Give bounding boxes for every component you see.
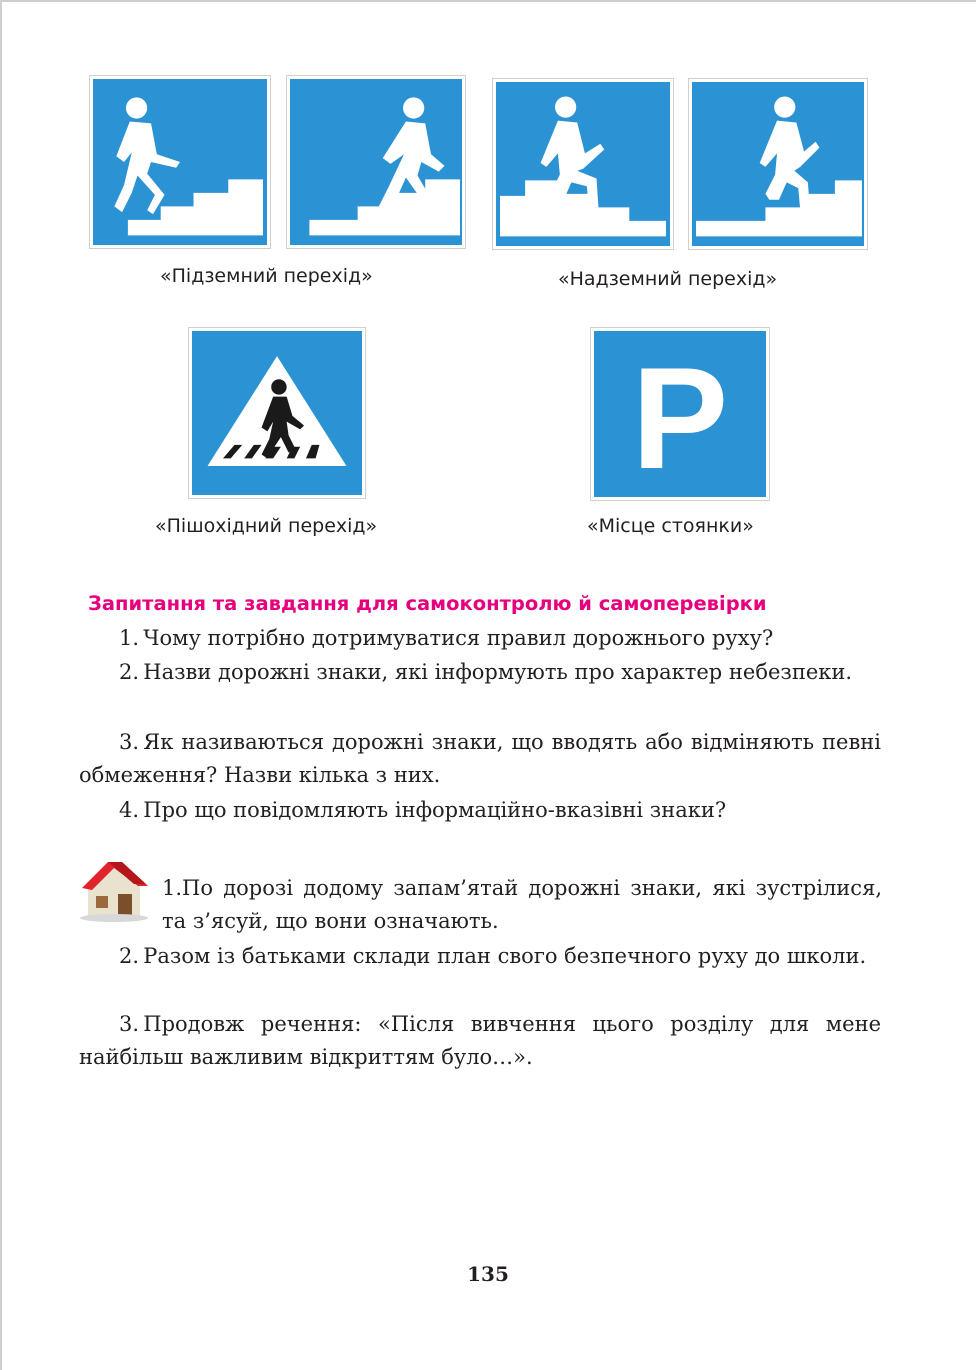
underground-crossing-caption: «Підземний перехід» [160,265,373,287]
question-3 [79,726,881,792]
homework-number: 3. [119,1012,140,1036]
question-text: Чому потрібно дотримуватися правил дорожнього руху? [143,626,774,650]
person-stairs-up-icon [692,82,864,246]
question-text: Про що повідомляють інформаційно-вказівні знаки? [143,798,727,822]
parking-icon [594,331,766,497]
overground-crossing-caption: «Надземний перехід» [558,268,778,290]
question-text: Назви дорожні знаки, які інформують про характер небезпеки. [143,660,853,684]
question-number: 4. [119,798,140,822]
homework-number: 2. [119,944,140,968]
homework-text: Продовж речення: «Після вивчення цього розділу для мене найбільш важливим відкриттям було…». [79,1012,881,1069]
questions-heading: Запитання та завдання для самоконтролю й самоперевірки [88,592,767,615]
parking-letter: P [631,337,729,497]
homework-text: По дорозі додому запам’ятай дорожні знаки, які зустрілися, та з’ясуй, що вони означають. [162,876,882,933]
parking-caption: «Місце стоянки» [587,515,754,537]
question-number: 2. [119,660,140,684]
homework-3 [79,1008,881,1074]
person-stairs-down-icon [290,79,462,245]
house-icon [78,856,150,922]
person-stairs-up-icon [496,82,670,246]
homework-text: Разом із батьками склади план свого безпечного руху до школи. [143,944,867,968]
question-1 [79,622,881,655]
page-number: 135 [467,1262,509,1286]
homework-1 [162,872,882,938]
question-number: 3. [119,730,140,754]
parking-sign [591,328,769,500]
pedestrian-crossing-sign [189,328,365,498]
homework-number: 1. [162,876,183,900]
underground-crossing-sign-right [287,76,465,248]
question-2 [79,656,881,689]
person-stairs-down-icon [93,79,267,245]
overground-crossing-sign-left [493,79,673,249]
question-4 [79,794,881,827]
question-number: 1. [119,626,140,650]
question-text: Як називаються дорожні знаки, що вводять або відміняють певні обмеження? Назви кілька з них. [79,730,881,787]
overground-crossing-sign-right [689,79,867,249]
underground-crossing-sign-left [90,76,270,248]
homework-2 [79,940,881,973]
pedestrian-triangle-icon [192,331,362,495]
pedestrian-crossing-caption: «Пішохідний перехід» [155,515,378,537]
